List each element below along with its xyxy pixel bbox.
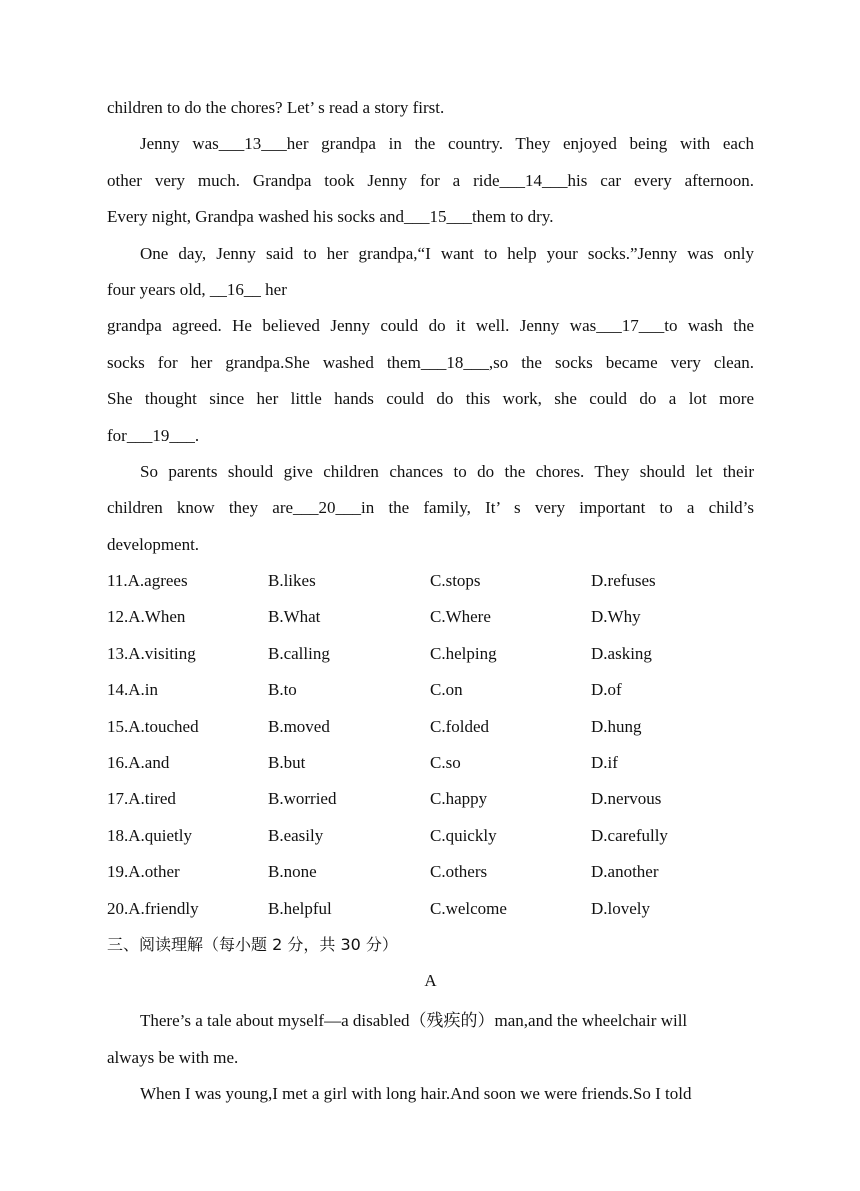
- option-row: [107, 787, 754, 823]
- passage-line: other very much. Grandpa took Jenny for a ride___14___his car every afternoon.: [107, 170, 754, 190]
- option-b: B.but: [268, 753, 306, 773]
- option-a: 14.A.in: [107, 680, 158, 700]
- option-d: D.carefully: [591, 825, 668, 845]
- answer-options: [107, 569, 754, 933]
- option-row: [107, 569, 754, 605]
- passage-line: socks for her grandpa.She washed them___18___,so the socks became very clean.: [107, 352, 754, 372]
- option-a: 12.A.When: [107, 607, 186, 627]
- option-d: D.if: [591, 753, 618, 773]
- document-page: [107, 96, 754, 1119]
- passage-line: development.: [107, 534, 200, 554]
- passage-line: Jenny was___13___her grandpa in the country. They enjoyed being with each: [140, 134, 754, 154]
- option-row: [107, 678, 754, 714]
- option-b: B.moved: [268, 716, 330, 736]
- option-d: D.asking: [591, 643, 652, 663]
- option-c: C.so: [430, 753, 461, 773]
- option-c: C.happy: [430, 789, 488, 809]
- option-row: [107, 605, 754, 641]
- option-a: 15.A.touched: [107, 716, 199, 736]
- option-d: D.of: [591, 680, 622, 700]
- passage-line: When I was young,I met a girl with long hair.And soon we were friends.So I told: [140, 1084, 692, 1104]
- option-a: 17.A.tired: [107, 789, 176, 809]
- option-a: 11.A.agrees: [107, 571, 188, 591]
- option-a: 16.A.and: [107, 753, 170, 773]
- option-b: B.helpful: [268, 898, 332, 918]
- option-d: D.refuses: [591, 571, 656, 591]
- option-c: C.helping: [430, 643, 497, 663]
- passage-line: children to do the chores? Let’ s read a story first.: [107, 98, 445, 117]
- option-row: [107, 715, 754, 751]
- option-c: C.on: [430, 680, 463, 700]
- option-b: B.What: [268, 607, 321, 627]
- passage-line: for___19___.: [107, 425, 200, 445]
- option-d: D.hung: [591, 716, 642, 736]
- option-a: 20.A.friendly: [107, 898, 199, 918]
- passage-line: One day, Jenny said to her grandpa,“I want to help your socks.”Jenny was only: [140, 243, 754, 263]
- option-c: C.quickly: [430, 825, 497, 845]
- option-row: [107, 642, 754, 678]
- option-c: C.folded: [430, 716, 490, 736]
- option-row: [107, 860, 754, 896]
- option-row: [107, 897, 754, 933]
- option-b: B.worried: [268, 789, 337, 809]
- passage-line: So parents should give children chances to do the chores. They should let their: [140, 461, 754, 481]
- option-b: B.easily: [268, 825, 324, 845]
- option-a: 18.A.quietly: [107, 825, 192, 845]
- option-c: C.stops: [430, 571, 481, 591]
- passage-line: Every night, Grandpa washed his socks and___15___them to dry.: [107, 207, 554, 227]
- option-a: 13.A.visiting: [107, 643, 196, 663]
- option-c: C.others: [430, 862, 488, 882]
- passage-line: There’s a tale about myself—a disabled（残疾的）man,and the wheelchair will: [140, 1011, 688, 1031]
- passage-line: children know they are___20___in the family, It’ s very important to a child’s: [107, 498, 754, 518]
- option-d: D.another: [591, 862, 659, 882]
- option-a: 19.A.other: [107, 862, 180, 882]
- option-c: C.Where: [430, 607, 491, 627]
- option-d: D.nervous: [591, 789, 662, 809]
- option-d: D.Why: [591, 607, 641, 627]
- passage-label: A: [424, 971, 437, 991]
- option-b: B.none: [268, 862, 317, 882]
- option-b: B.to: [268, 680, 297, 700]
- passage-line: four years old, __16__ her: [107, 279, 287, 299]
- option-b: B.calling: [268, 643, 330, 663]
- option-row: [107, 824, 754, 860]
- option-d: D.lovely: [591, 898, 651, 918]
- passage-line: She thought since her little hands could do this work, she could do a lot more: [107, 389, 754, 409]
- option-c: C.welcome: [430, 898, 507, 918]
- option-b: B.likes: [268, 571, 316, 591]
- passage-line: grandpa agreed. He believed Jenny could do it well. Jenny was___17___to wash the: [107, 316, 754, 336]
- passage-line: always be with me.: [107, 1047, 239, 1067]
- section-heading: 三、阅读理解（每小题 2 分，共 30 分）: [107, 934, 398, 954]
- option-row: [107, 751, 754, 787]
